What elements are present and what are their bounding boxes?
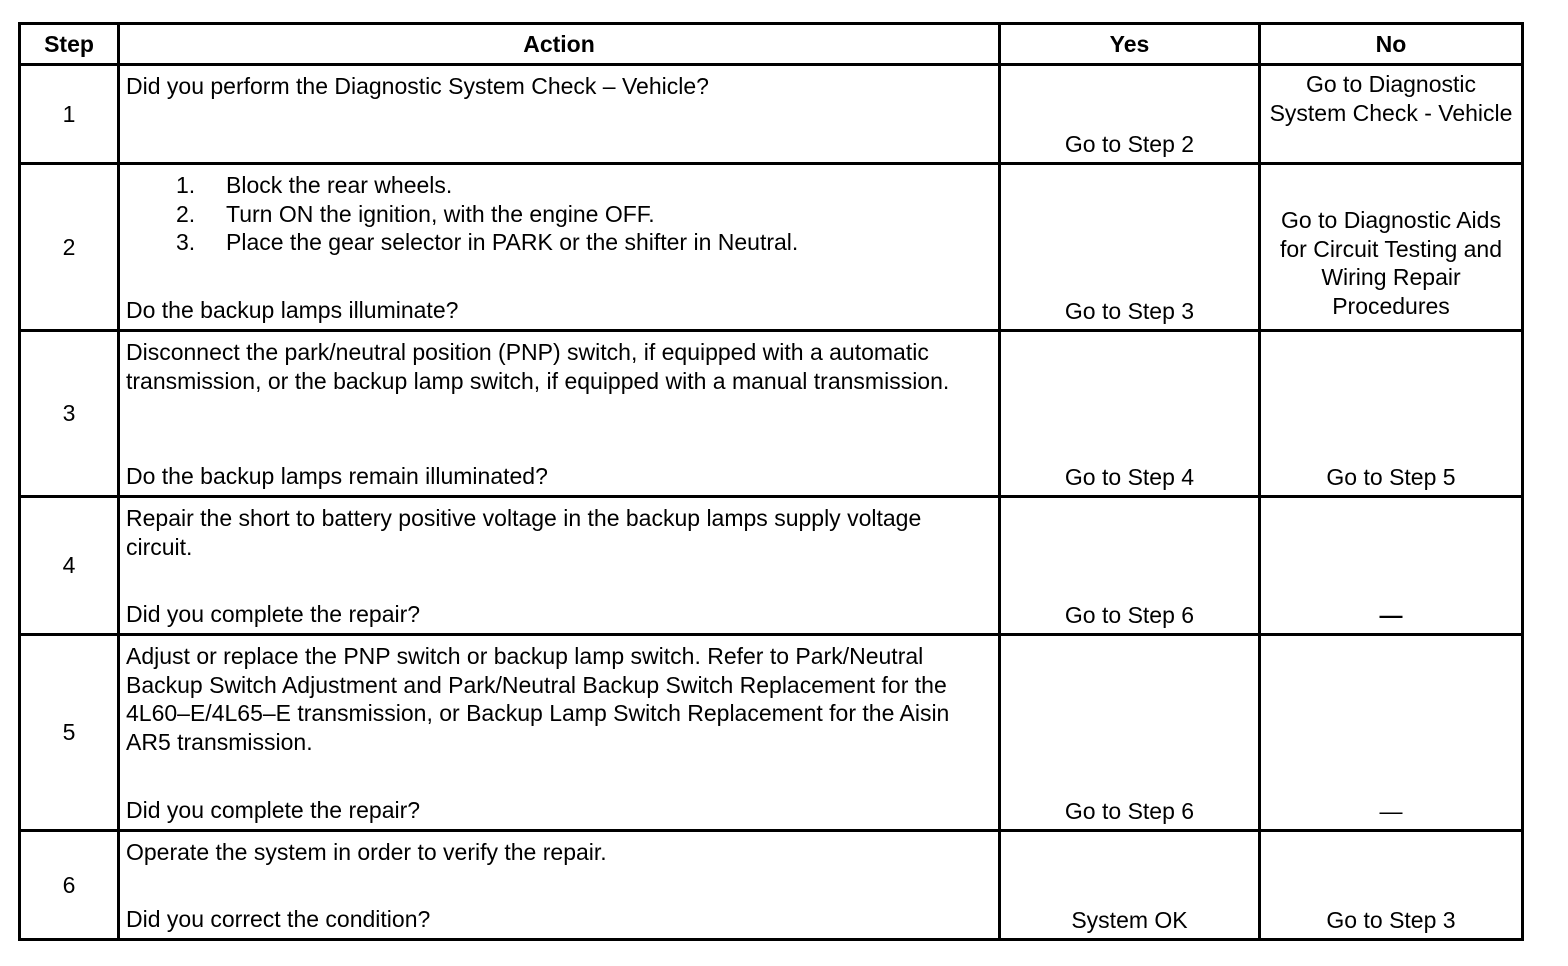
table-row [20,164,1523,331]
table-header-row [20,24,1523,65]
question-text: Do the backup lamps illuminate? [126,296,459,323]
no-cell: Go to Step 5 [1260,331,1523,497]
no-cell: Go to Diagnostic System Check - Vehicle [1260,65,1523,164]
list-text: Place the gear selector in PARK or the shifter in Neutral. [226,229,799,255]
list-number: 3. [176,229,196,255]
action-text: Repair the short to battery positive voltage in the backup lamps supply voltage circuit. [126,505,922,560]
table-row [20,65,1523,164]
list-text: Block the rear wheels. [226,172,453,198]
list-item [176,200,994,229]
table-row [20,497,1523,635]
list-number: 1. [176,172,196,198]
no-cell: — [1260,635,1523,831]
action-text: Operate the system in order to verify the repair. [126,839,607,865]
step-number: 4 [20,497,119,635]
table-row [20,635,1523,831]
no-cell: Go to Step 3 [1260,831,1523,940]
action-cell [119,497,1000,635]
header-step: Step [20,24,119,65]
yes-cell: Go to Step 6 [1000,635,1260,831]
yes-cell: Go to Step 6 [1000,497,1260,635]
question-text: Did you correct the condition? [126,905,431,932]
action-cell [119,635,1000,831]
table-row [20,831,1523,940]
table-row [20,331,1523,497]
question-text: Did you complete the repair? [126,600,421,627]
header-action: Action [119,24,1000,65]
action-cell [119,331,1000,497]
no-text: Go to Diagnostic Aids for Circuit Testing and Wiring Repair Procedures [1279,207,1502,319]
yes-cell: Go to Step 3 [1000,164,1260,331]
no-cell: — [1260,497,1523,635]
step-number: 3 [20,331,119,497]
header-no: No [1260,24,1523,65]
action-cell [119,65,1000,164]
no-cell [1260,164,1523,331]
yes-cell: Go to Step 4 [1000,331,1260,497]
yes-cell: System OK [1000,831,1260,940]
step-number: 5 [20,635,119,831]
list-text: Turn ON the ignition, with the engine OFF. [226,200,655,227]
list-item [176,171,994,200]
action-text: Disconnect the park/neutral position (PNP) switch, if equipped with a automatic transmission, or the backup lamp switch, if equipped with a manual transmission. [126,339,950,394]
step-number: 2 [20,164,119,331]
question-text: Did you complete the repair? [126,796,421,823]
list-item [176,228,994,257]
header-yes: Yes [1000,24,1260,65]
list-number: 2. [176,200,196,227]
diagnostic-table [18,22,1524,941]
question-text: Do the backup lamps remain illuminated? [126,462,548,489]
step-number: 1 [20,65,119,164]
procedure-list [126,171,994,257]
yes-cell: Go to Step 2 [1000,65,1260,164]
action-text: Adjust or replace the PNP switch or backup lamp switch. Refer to Park/Neutral Backup Switch Adjustment and Park/Neutral Backup Switch Replacement for the 4L60–E/4L65–E transmission, or Backup Lamp Switch Replacement for the Aisin AR5 transmission. [126,643,950,755]
action-cell [119,164,1000,331]
step-number: 6 [20,831,119,940]
action-text: Did you perform the Diagnostic System Check – Vehicle? [126,73,709,99]
action-cell [119,831,1000,940]
